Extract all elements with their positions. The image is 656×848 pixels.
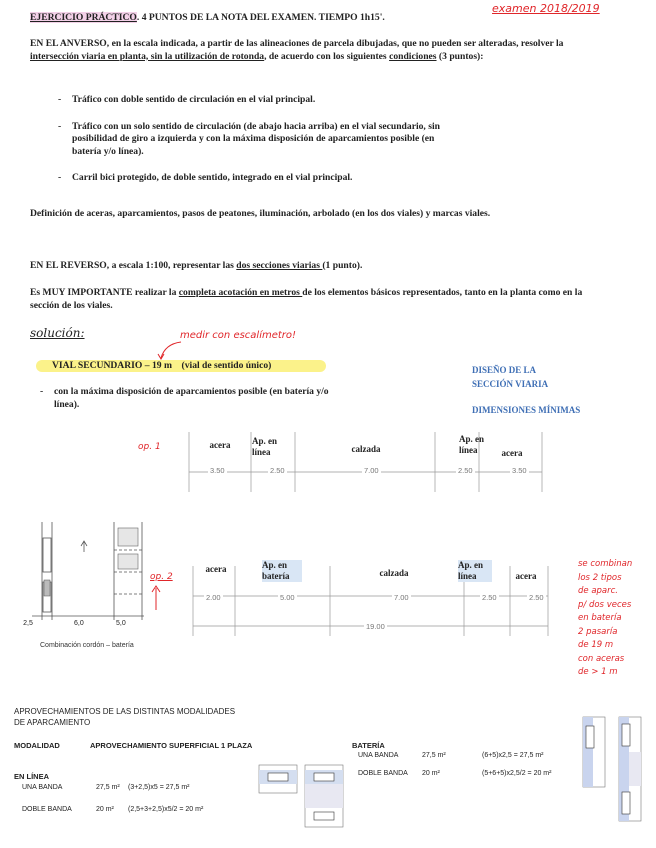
op2-dim-bateria: 5.00	[280, 593, 295, 602]
sketch-dim-3: 5,0	[116, 620, 126, 627]
linea-row-1-name: UNA BANDA	[22, 784, 63, 791]
exercise-title: EJERCICIO PRÁCTICO. 4 PUNTOS DE LA NOTA DEL EXAMEN. TIEMPO 1h15'.	[30, 12, 385, 23]
solution-label: solución:	[30, 326, 85, 340]
vial-secundario-title: VIAL SECUNDARIO – 19 m (vial de sentido único)	[52, 360, 272, 371]
op2-label: op. 2	[150, 572, 173, 582]
list-item: - Carril bici protegido, de doble sentido, integrado en el vial principal.	[58, 172, 353, 183]
bateria-row-2-calc: (5+6+5)x2,5/2 = 20 m²	[482, 770, 552, 777]
op1-header-acera-left: acera	[209, 440, 231, 450]
diseno-heading: DISEÑO DE LA SECCIÓN VIARIA	[472, 365, 549, 389]
reverse-paragraph: EN EL REVERSO, a escala 1:100, representar las dos secciones viarias (1 punto).	[30, 260, 363, 271]
bateria-row-1-name: UNA BANDA	[358, 752, 399, 759]
list-item: - Tráfico con un solo sentido de circulación (de abajo hacia arriba) en el vial secundario, sin posibilidad de giro a izquierda y con la máxima disposición de aparcamientos posible (en batería y/o línea).	[58, 120, 440, 157]
dimensiones-heading: DIMENSIONES MÍNIMAS	[472, 405, 581, 415]
condition-list	[58, 94, 578, 185]
arrow-annotation-icon	[155, 340, 185, 362]
sketch-caption: Combinación cordón – batería	[40, 642, 134, 649]
measure-annotation: medir con escalímetro!	[180, 330, 297, 341]
linea-row-2-name: DOBLE BANDA	[22, 806, 72, 813]
linea-row-2-calc: (2,5+3+2,5)x5/2 = 20 m²	[128, 806, 204, 813]
bateria-label: BATERÍA	[352, 741, 385, 750]
op1-header-linea-right: Ap. en línea	[459, 434, 485, 455]
definition-paragraph: Definición de aceras, aparcamientos, pasos de peatones, iluminación, arbolado (en los dos viales) y marcas viales.	[30, 208, 491, 219]
op2-dim-acera-left: 2.00	[206, 593, 221, 602]
op1-header-acera-right: acera	[501, 448, 523, 458]
bateria-row-2-name: DOBLE BANDA	[358, 770, 408, 777]
list-item: - Tráfico con doble sentido de circulación en el vial principal.	[58, 94, 316, 105]
bateria-single-diagram	[582, 716, 606, 788]
op2-header-acera-left: acera	[205, 564, 227, 574]
op2-dim-acera-right: 2.50	[529, 593, 544, 602]
important-paragraph: Es MUY IMPORTANTE realizar la completa acotación en metros de los elementos básicos representados, tanto en la planta como en la sección de los viales.	[30, 287, 583, 311]
linea-double-diagram	[304, 764, 344, 828]
op1-dim-linea-left: 2.50	[270, 466, 285, 475]
op2-header-bateria: Ap. en batería	[262, 560, 302, 582]
bateria-double-diagram	[618, 716, 642, 822]
solution-bullet: - con la máxima disposición de aparcamientos posible (en batería y/o línea).	[40, 386, 329, 410]
op2-dim-linea: 2.50	[482, 593, 497, 602]
op2-header-calzada: calzada	[379, 568, 409, 578]
op1-header-calzada: calzada	[351, 444, 381, 454]
linea-row-1-area: 27,5 m²	[96, 784, 120, 791]
op2-handwritten-note: se combinan los 2 tipos de aparc. p/ dos veces en batería 2 pasaría de 19 m con aceras de > 1 m	[578, 559, 633, 677]
col-aprovechamiento: APROVECHAMIENTO SUPERFICIAL 1 PLAZA	[90, 741, 253, 750]
op1-dim-acera-right: 3.50	[512, 466, 527, 475]
op1-dim-calzada: 7.00	[364, 466, 379, 475]
bateria-row-1-area: 27,5 m²	[422, 752, 446, 759]
parking-plan-sketch	[14, 520, 154, 632]
en-linea-label: EN LÍNEA	[14, 772, 50, 781]
sketch-dim-1: 2,5	[23, 620, 33, 627]
op1-label: op. 1	[138, 442, 161, 452]
op1-dim-acera-left: 3.50	[210, 466, 225, 475]
arrow-up-icon	[146, 582, 166, 612]
linea-single-diagram	[258, 764, 298, 794]
bateria-row-1-calc: (6+5)x2,5 = 27,5 m²	[482, 752, 544, 759]
sketch-dim-2: 6,0	[74, 620, 84, 627]
op2-dim-total: 19.00	[366, 622, 385, 631]
op1-dim-linea-right: 2.50	[458, 466, 473, 475]
op2-header-acera-right: acera	[515, 571, 537, 581]
op2-dim-calzada: 7.00	[394, 593, 409, 602]
col-modalidad: MODALIDAD	[14, 741, 60, 750]
linea-row-1-calc: (3+2,5)x5 = 27,5 m²	[128, 784, 190, 791]
bateria-row-2-area: 20 m²	[422, 770, 440, 777]
intro-paragraph: EN EL ANVERSO, en la escala indicada, a partir de las alineaciones de parcela dibujadas, que no pueden ser alteradas, resolver la intersección viaria en planta, sin la utilización de rotonda, de acuerdo con los siguientes condiciones (3 puntos):	[30, 38, 564, 62]
op1-header-linea-left: Ap. en línea	[252, 436, 278, 457]
op2-header-linea: Ap. en línea	[458, 560, 492, 582]
linea-row-2-area: 20 m²	[96, 806, 114, 813]
table-title: APROVECHAMIENTOS DE LAS DISTINTAS MODALIDADES DE APARCAMIENTO	[14, 707, 236, 727]
exam-year-annotation: examen 2018/2019	[492, 2, 600, 15]
